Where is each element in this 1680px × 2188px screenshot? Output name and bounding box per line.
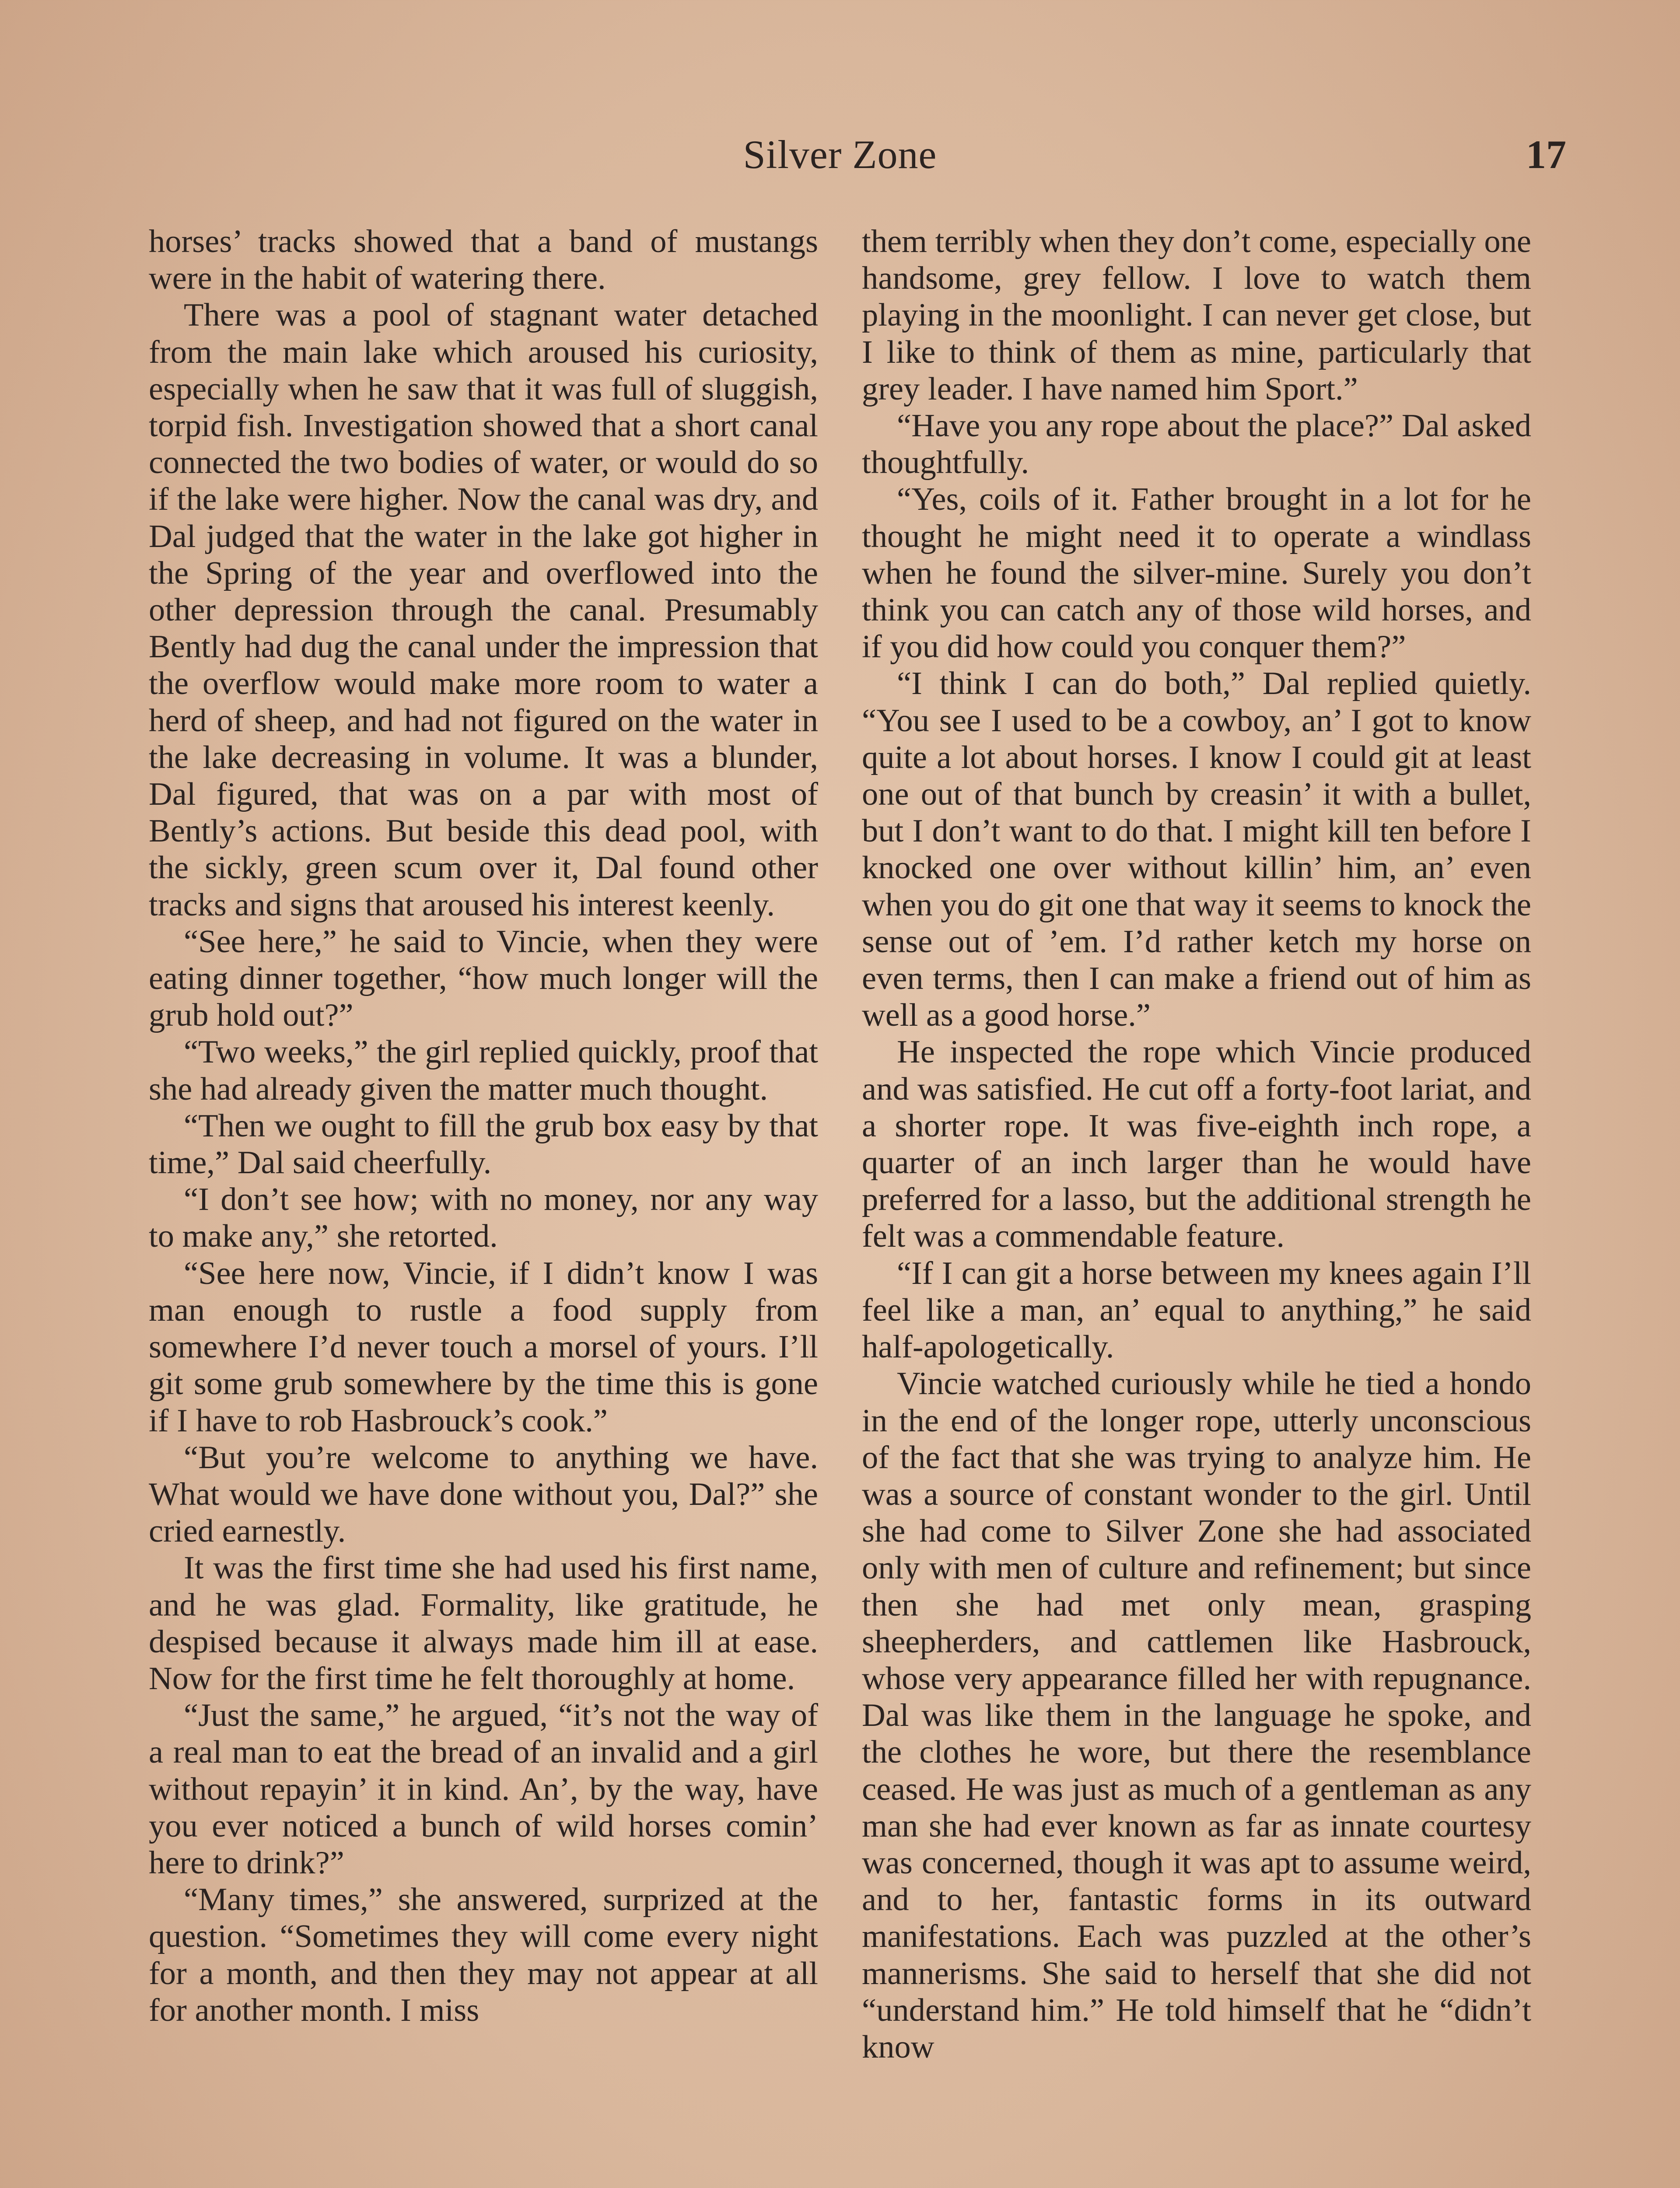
paragraph: It was the first time she had used his first name, and he was glad. Formality, like gratitude, he despised because it always made him ill at ease. Now for the first time he felt thoroughly at home.	[149, 1550, 818, 1697]
running-title: Silver Zone	[743, 132, 937, 177]
paragraph: There was a pool of stagnant water detached from the main lake which aroused his curiosity, especially when he saw that it was full of sluggish, torpid fish. Investigation showed that a short canal connected the two bodies of water, or would do so if the lake were higher. Now the canal was dry, and Dal judged that the water in the lake got higher in the Spring of the year and overflowed into the other depression through the canal. Presumably Bently had dug the canal under the impression that the overflow would make more room to water a herd of sheep, and had not figured on the water in the lake decreasing in volume. It was a blunder, Dal figured, that was on a par with most of Bently’s actions. But beside this dead pool, with the sickly, green scum over it, Dal found other tracks and signs that aroused his interest keenly.	[149, 297, 818, 923]
paragraph: “Just the same,” he argued, “it’s not the way of a real man to eat the bread of an invalid and a girl without repayin’ it in kind. An’, by the way, have you ever noticed a bunch of wild horses comin’ here to drink?”	[149, 1697, 818, 1881]
paragraph: “Then we ought to fill the grub box easy by that time,” Dal said cheerfully.	[149, 1108, 818, 1181]
page-number: 17	[1526, 132, 1566, 177]
paragraph: He inspected the rope which Vincie produced and was satisfied. He cut off a forty-foot lariat, and a shorter rope. It was five-eighth inch rope, a quarter of an inch larger than he would have preferred for a lasso, but the additional strength he felt was a commendable feature.	[862, 1034, 1531, 1255]
paragraph: horses’ tracks showed that a band of mustangs were in the habit of watering there.	[149, 224, 818, 297]
paragraph: “Many times,” she answered, surprized at the question. “Sometimes they will come every night for a month, and then they may not appear at all for another month. I miss	[149, 1882, 818, 2028]
right-text-column	[862, 223, 1531, 2065]
paragraph: “See here now, Vincie, if I didn’t know I was man enough to rustle a food supply from somewhere I’d never touch a morsel of yours. I’ll git some grub somewhere by the time this is gone if I have to rob Hasbrouck’s cook.”	[149, 1255, 818, 1439]
paragraph: “See here,” he said to Vincie, when they were eating dinner together, “how much longer will the grub hold out?”	[149, 923, 818, 1034]
paragraph: “Yes, coils of it. Father brought in a lot for he thought he might need it to operate a windlass when he found the silver-mine. Surely you don’t think you can catch any of those wild horses, and if you did how could you conquer them?”	[862, 481, 1531, 665]
paragraph: “I think I can do both,” Dal replied quietly. “You see I used to be a cowboy, an’ I got to know quite a lot about horses. I know I could git at least one out of that bunch by creasin’ it with a bullet, but I don’t want to do that. I might kill ten before I knocked one over without killin’ him, an’ even when you do git one that way it seems to knock the sense out of ’em. I’d rather ketch my horse on even terms, then I can make a friend out of him as well as a good horse.”	[862, 666, 1531, 1034]
paragraph: “Two weeks,” the girl replied quickly, proof that she had already given the matter much thought.	[149, 1034, 818, 1107]
paragraph: them terribly when they don’t come, especially one handsome, grey fellow. I love to watch them playing in the moonlight. I can never get close, but I like to think of them as mine, particularly that grey leader. I have named him Sport.”	[862, 224, 1531, 407]
left-text-column	[149, 223, 818, 2029]
paragraph: “I don’t see how; with no money, nor any way to make any,” she retorted.	[149, 1182, 818, 1255]
paragraph: “But you’re welcome to anything we have. What would we have done without you, Dal?” she cried earnestly.	[149, 1439, 818, 1550]
paragraph: Vincie watched curiously while he tied a hondo in the end of the longer rope, utterly unconscious of the fact that she was trying to analyze him. He was a source of constant wonder to the girl. Until she had come to Silver Zone she had associated only with men of culture and refinement; but since then she had met only mean, grasping sheepherders, and cattlemen like Hasbrouck, whose very appearance filled her with repugnance. Dal was like them in the language he spoke, and the clothes he wore, but there the resemblance ceased. He was just as much of a gentleman as any man she had ever known as far as innate courtesy was concerned, though it was apt to assume weird, and to her, fantastic forms in its outward manifestations. Each was puzzled at the other’s mannerisms. She said to herself that she did not “understand him.” He told himself that he “didn’t know	[862, 1366, 1531, 2065]
paragraph: “If I can git a horse between my knees again I’ll feel like a man, an’ equal to anything,” he said half-apologetically.	[862, 1255, 1531, 1365]
paragraph: “Have you any rope about the place?” Dal asked thoughtfully.	[862, 408, 1531, 481]
